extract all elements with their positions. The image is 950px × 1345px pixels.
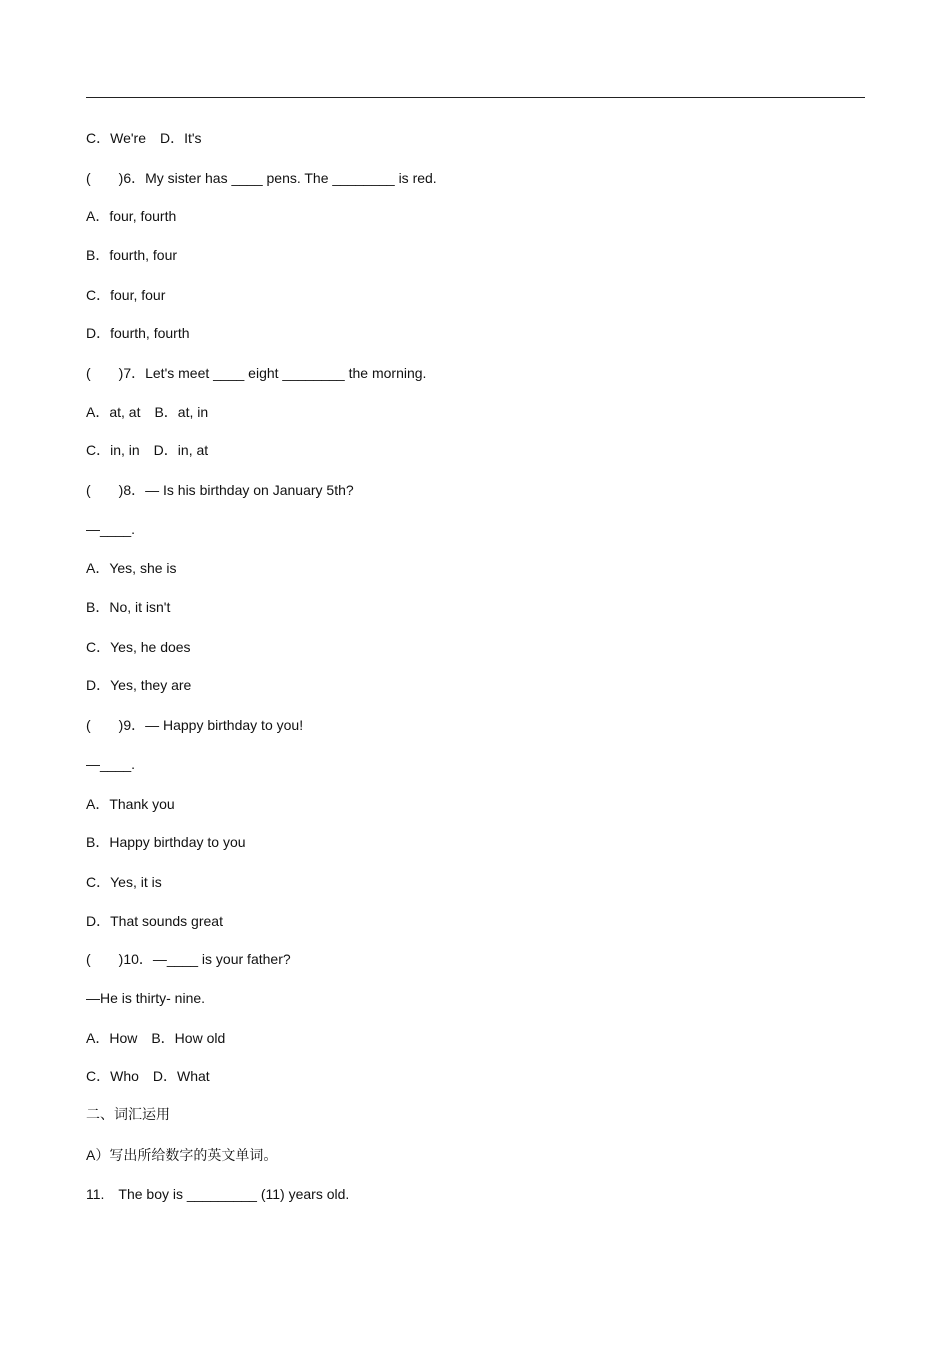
q8-answer-blank: —____.: [86, 521, 136, 537]
q5-options-cd: C．We're D．It's: [86, 130, 202, 146]
q6-option-c: C．four, four: [86, 287, 166, 303]
q9-stem: ( )9．— Happy birthday to you!: [86, 717, 304, 733]
q8-stem: ( )8．— Is his birthday on January 5th?: [86, 482, 354, 498]
q10-options-ab: A．How B．How old: [86, 1030, 226, 1046]
part-a-instruction: A）写出所给数字的英文单词。: [86, 1147, 278, 1163]
q8-option-a: A．Yes, she is: [86, 560, 177, 576]
header-rule: [86, 97, 865, 98]
q9-option-a: A．Thank you: [86, 796, 175, 812]
q7-options-cd: C．in, in D．in, at: [86, 442, 209, 458]
q9-option-d: D．That sounds great: [86, 913, 223, 929]
q9-answer-blank: —____.: [86, 756, 136, 772]
section-heading: 二、词汇运用: [86, 1106, 170, 1122]
q6-option-d: D．fourth, fourth: [86, 325, 190, 341]
q6-option-b: B．fourth, four: [86, 247, 178, 263]
q8-option-d: D．Yes, they are: [86, 677, 192, 693]
q6-stem: ( )6．My sister has ____ pens. The ________ is red.: [86, 170, 437, 186]
q11-stem: 11. The boy is _________ (11) years old.: [86, 1186, 350, 1202]
q10-stem: ( )10．—____ is your father?: [86, 951, 291, 967]
q8-option-b: B．No, it isn't: [86, 599, 171, 615]
q10-options-cd: C．Who D．What: [86, 1068, 210, 1084]
q7-stem: ( )7．Let's meet ____ eight ________ the morning.: [86, 365, 427, 381]
q8-option-c: C．Yes, he does: [86, 639, 191, 655]
q9-option-c: C．Yes, it is: [86, 874, 162, 890]
q10-answer-line: —He is thirty- nine.: [86, 990, 206, 1006]
q6-option-a: A．four, fourth: [86, 208, 177, 224]
q7-options-ab: A．at, at B．at, in: [86, 404, 209, 420]
q9-option-b: B．Happy birthday to you: [86, 834, 246, 850]
